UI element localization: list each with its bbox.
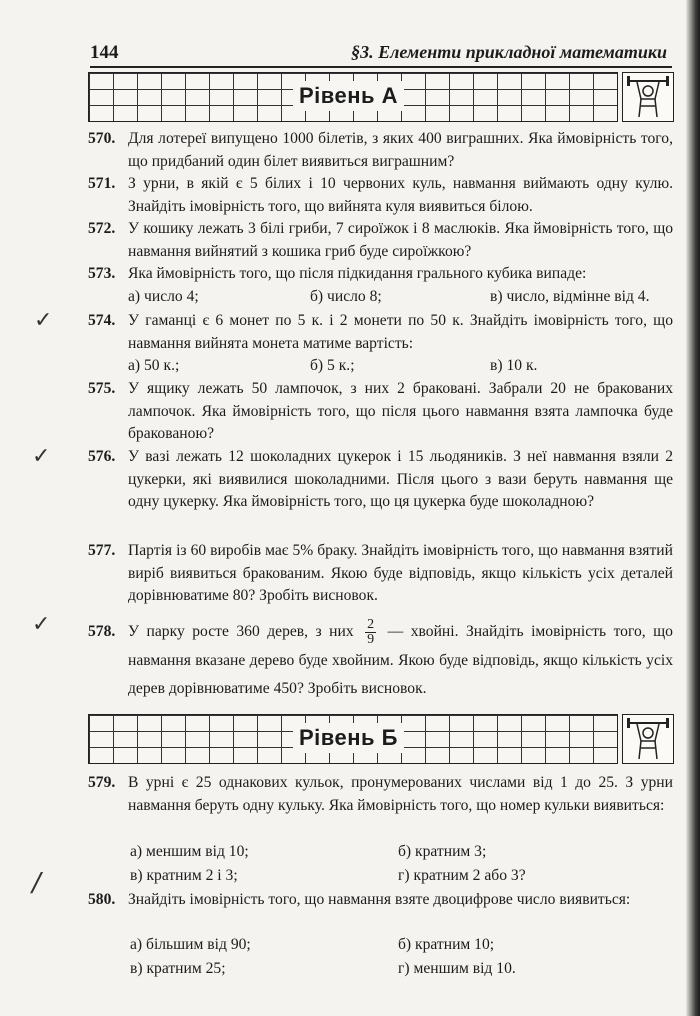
page-header [90, 38, 675, 66]
option-b: б) число 8; [310, 288, 382, 305]
option-b: б) кратним 3; [398, 843, 487, 860]
weightlifter-icon [622, 714, 674, 764]
problem-575 [88, 378, 673, 446]
problem-573 [88, 263, 673, 286]
page-binding-edge [686, 0, 700, 1016]
check-icon: ✓ [32, 612, 51, 637]
problem-text: У кошику лежать 3 білі гриби, 7 сироїжок і 8 маслюків. Яка ймовірність того, що навмання вийнятий з кошика гриб буде сироїжкою? [128, 220, 673, 260]
option-c: в) кратним 25; [130, 960, 226, 977]
fraction-numerator: 2 [367, 617, 375, 632]
problem-text: Для лотереї випущено 1000 білетів, з яких 400 виграшних. Яка ймовірність того, що придбаний один білет виявиться виграшним? [128, 130, 673, 170]
problem-text: У гаманці є 6 монет по 5 к. і 2 монети по 50 к. Знайдіть імовірність того, що навмання вийнята монета матиме вартість: [128, 312, 673, 352]
option-a: а) 50 к.; [128, 357, 180, 374]
level-a-banner [88, 72, 674, 122]
problem-571 [88, 173, 673, 218]
problem-580-options [130, 934, 675, 980]
problem-579-options [130, 841, 675, 887]
problem-text: Партія із 60 виробів має 5% браку. Знайдіть імовірність того, що навмання взятий виріб виявиться бракованим. Якою буде відповідь, якщо кількість усіх деталей дорівнюватиме 80? Зробіть висновок. [128, 542, 673, 604]
level-a-title: Рівень А [293, 81, 404, 111]
problem-576 [88, 446, 673, 514]
level-grid [88, 72, 618, 122]
problem-text-before: У парку росте 360 дерев, з них [128, 623, 354, 641]
check-icon: ✓ [32, 444, 51, 469]
page-number: 144 [90, 42, 119, 63]
problem-573-options [128, 286, 673, 308]
problem-text: У вазі лежать 12 шоколадних цукерок і 15 льодяників. З неї навмання взяли 2 цукерки, які виявилися шоколадними. Після цього з вази беруть навмання ще одну цукерку. Яка ймовірність того, що ця цукерка буде шоколадною? [128, 448, 673, 510]
option-c: в) кратним 2 і 3; [130, 867, 238, 884]
option-d: г) кратним 2 або 3? [398, 867, 526, 884]
problem-number: 578. [88, 623, 116, 640]
option-a: а) більшим від 90; [130, 936, 251, 953]
problem-578 [88, 618, 673, 703]
problem-574 [88, 310, 673, 355]
problem-text: У ящику лежать 50 лампочок, з них 2 браковані. Забрали 20 не бракованих лампочок. Яка ймовірність того, що після цього навмання взята лампочка буде бракованою? [128, 380, 673, 442]
problem-text [128, 618, 673, 703]
option-c: в) 10 к. [490, 357, 538, 374]
problem-572 [88, 218, 673, 263]
section-title: §3. Елементи прикладної математики [351, 42, 667, 62]
problem-570 [88, 128, 673, 173]
problem-number: 580. [88, 891, 116, 908]
option-a: а) меншим від 10; [130, 843, 249, 860]
problem-number: 570. [88, 130, 116, 147]
option-b: б) 5 к.; [310, 357, 355, 374]
option-a: а) число 4; [128, 288, 199, 305]
option-d: г) меншим від 10. [398, 960, 516, 977]
check-icon: / [32, 868, 41, 898]
problem-text-after: — хвойні. Знайдіть імовірність того, що навмання вказане дерево буде хвойним. Якою буде відповідь, якщо кількість усіх дерев дорівнюватиме 450? Зробіть висновок. [128, 623, 673, 697]
problem-number: 572. [88, 220, 116, 237]
problem-574-options [128, 355, 673, 377]
check-icon: ✓ [34, 308, 53, 333]
problem-number: 573. [88, 265, 116, 282]
level-grid [88, 714, 618, 764]
level-b-title: Рівень Б [293, 723, 404, 753]
problem-text: Знайдіть імовірність того, що навмання взяте двоцифрове число виявиться: [128, 891, 631, 908]
problem-580 [88, 889, 673, 912]
option-b: б) кратним 10; [398, 936, 495, 953]
option-c: в) число, відмінне від 4. [490, 288, 650, 305]
problem-number: 577. [88, 542, 116, 559]
fraction [365, 618, 376, 647]
problem-577 [88, 540, 673, 608]
problem-number: 579. [88, 774, 116, 791]
weightlifter-icon [622, 72, 674, 122]
problem-number: 574. [88, 312, 116, 329]
problem-number: 571. [88, 175, 116, 192]
level-b-banner [88, 714, 674, 764]
fraction-denominator: 9 [367, 632, 375, 647]
problem-579 [88, 772, 673, 817]
problem-text: В урні є 25 однакових кульок, пронумерованих числами від 1 до 25. З урни навмання беруть одну кульку. Яка ймовірність того, що номер кульки виявиться: [128, 774, 673, 814]
problem-number: 576. [88, 448, 116, 465]
problem-text: З урни, в якій є 5 білих і 10 червоних куль, навмання виймають одну кулю. Знайдіть імовірність того, що вийнята куля виявиться білою. [128, 175, 673, 215]
problem-number: 575. [88, 380, 116, 397]
header-rule [90, 66, 672, 68]
problem-text: Яка ймовірність того, що після підкидання грального кубика випаде: [128, 265, 587, 282]
